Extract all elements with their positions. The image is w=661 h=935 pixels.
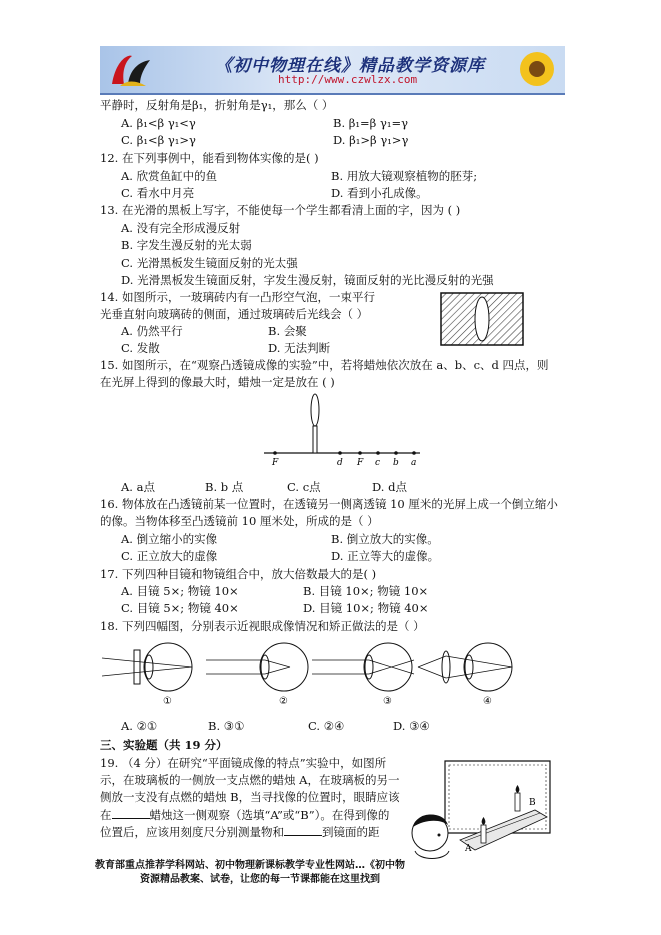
q11-option-b: B. β₁=β γ₁=γ [333,116,408,130]
label-F-right: F [357,458,364,467]
q19-line-3: 侧放一支没有点燃的蜡烛 B，当寻找像的位置时，眼睛应该 [100,790,400,804]
q19-line-2: 示，在玻璃板的一侧放一支点燃的蜡烛 A，在玻璃板的另一 [100,773,400,787]
q16-option-b: B. 倒立放大的实像。 [331,532,439,546]
plane-mirror-figure [405,755,555,863]
q15-option-d: D. d点 [372,480,407,494]
label-d: d [337,458,343,467]
q12-option-a: A. 欣赏鱼缸中的鱼 [121,169,218,183]
q16-stem-2: 的像。当物体移至凸透镜前 10 厘米处，所成的是（ ） [100,514,379,528]
q13-option-d: D. 光滑黑板发生镜面反射，字发生漫反射，镜面反射的光比漫反射的光强 [121,273,494,287]
q14-option-a: A. 仍然平行 [121,324,183,338]
eye-diagram-4 [418,643,512,707]
q18-option-b: B. ③① [208,719,245,733]
eye-diagram-3 [312,643,414,707]
label-F-left: F [272,458,279,467]
q19-line-4-end: 蜡烛这一侧观察（选填“A”或“B”）。在得到像的 [149,808,390,822]
eye-diagram-2 [206,643,308,707]
fig-label-1: ① [163,696,172,707]
q16-option-d: D. 正立等大的虚像。 [331,549,440,563]
q17-option-a: A. 目镜 5×; 物镜 10× [121,584,239,598]
site-url[interactable]: http://www.czwlzx.com [278,73,418,86]
q17-option-c: C. 目镜 5×; 物镜 40× [121,601,239,615]
fig-label-A: A [465,844,472,854]
q13-option-b: B. 字发生漫反射的光太弱 [121,238,252,252]
q11-option-d: D. β₁>β γ₁>γ [333,133,409,147]
q17-option-b: B. 目镜 10×; 物镜 10× [303,584,429,598]
sunflower-icon [517,49,557,89]
site-title: 《初中物理在线》精品教学资源库 [215,56,485,76]
q14-stem-1: 14. 如图所示，一玻璃砖内有一凸形空气泡，一束平行 [100,290,375,304]
q18-option-c: C. ②④ [308,719,345,733]
q11-option-c: C. β₁<β γ₁>γ [121,133,196,147]
q19-line-4 [100,806,389,823]
q15-option-b: B. b 点 [205,480,244,494]
q18-stem: 18. 下列四幅图，分别表示近视眼成像情况和矫正做法的是（ ） [100,619,425,633]
fig-label-B: B [529,798,536,808]
q12-stem: 12. 在下列事例中，能看到物体实像的是( ) [100,151,319,165]
q19-line-1: 19. （4 分）在研究“平面镜成像的特点”实验中，如图所 [100,756,387,770]
fig-label-4: ④ [483,696,492,707]
eye-diagram-1 [102,643,192,707]
label-b: b [393,458,399,467]
q14-option-d: D. 无法判断 [268,341,331,355]
glass-brick-figure [440,292,524,346]
fig-label-3: ③ [383,696,392,707]
section-3-title: 三、实验题（共 19 分） [100,738,228,752]
q19-blank-1[interactable] [112,806,150,819]
q12-option-b: B. 用放大镜观察植物的胚芽; [331,169,478,183]
q11-option-a: A. β₁<β γ₁<γ [121,116,196,130]
q12-option-d: D. 看到小孔成像。 [331,186,428,200]
footer-line-1: 教育部重点推荐学科网站、初中物理新课标教学专业性网站…《初中物 [95,860,405,871]
q19-line-5 [100,823,380,840]
convex-lens-figure [262,393,422,467]
q14-stem-2: 光垂直射向玻璃砖的侧面，通过玻璃砖后光线会（ ） [100,307,369,321]
q19-line-5-end: 到镜面的距 [322,825,380,839]
q17-stem: 17. 下列四种目镜和物镜组合中，放大倍数最大的是( ) [100,567,377,581]
footer-line-2: 资源精品教案、试卷，让您的每一节课都能在这里找到 [140,874,380,885]
q15-option-c: C. c点 [287,480,321,494]
q12-option-c: C. 看水中月亮 [121,186,195,200]
q16-option-c: C. 正立放大的虚像 [121,549,218,563]
q16-option-a: A. 倒立缩小的实像 [121,532,218,546]
q11-stem: 平静时，反射角是β₁，折射角是γ₁，那么（ ） [100,98,334,112]
q13-option-c: C. 光滑黑板发生镜面反射的光太强 [121,256,298,270]
q19-line-4-start: 在 [100,808,112,822]
label-c: c [375,458,381,467]
q17-option-d: D. 目镜 10×; 物镜 40× [303,601,429,615]
q13-stem: 13. 在光滑的黑板上写字，不能使每一个学生都看清上面的字，因为 ( ) [100,203,461,217]
q18-option-d: D. ③④ [393,719,430,733]
q15-stem-1: 15. 如图所示，在“观察凸透镜成像的实验”中，若将蜡烛依次放在 a、b、c、d 四点，则 [100,358,549,372]
q16-stem-1: 16. 物体放在凸透镜前某一位置时，在透镜另一侧离透镜 10 厘米的光屏上成一个倒立缩小 [100,497,558,511]
q13-option-a: A. 没有完全形成漫反射 [121,221,241,235]
q14-option-c: C. 发散 [121,341,160,355]
label-a: a [411,458,417,467]
header-banner [100,46,565,95]
q19-line-5-start: 位置后，应该用刻度尺分别测量物和 [100,825,284,839]
q19-blank-2[interactable] [284,823,322,836]
q15-stem-2: 在光屏上得到的像最大时，蜡烛一定是放在 ( ) [100,375,335,389]
q14-option-b: B. 会聚 [268,324,307,338]
site-logo-icon [106,50,154,90]
eye-diagrams-figure [100,636,560,708]
q15-option-a: A. a点 [121,480,155,494]
fig-label-2: ② [279,696,288,707]
q18-option-a: A. ②① [121,719,158,733]
